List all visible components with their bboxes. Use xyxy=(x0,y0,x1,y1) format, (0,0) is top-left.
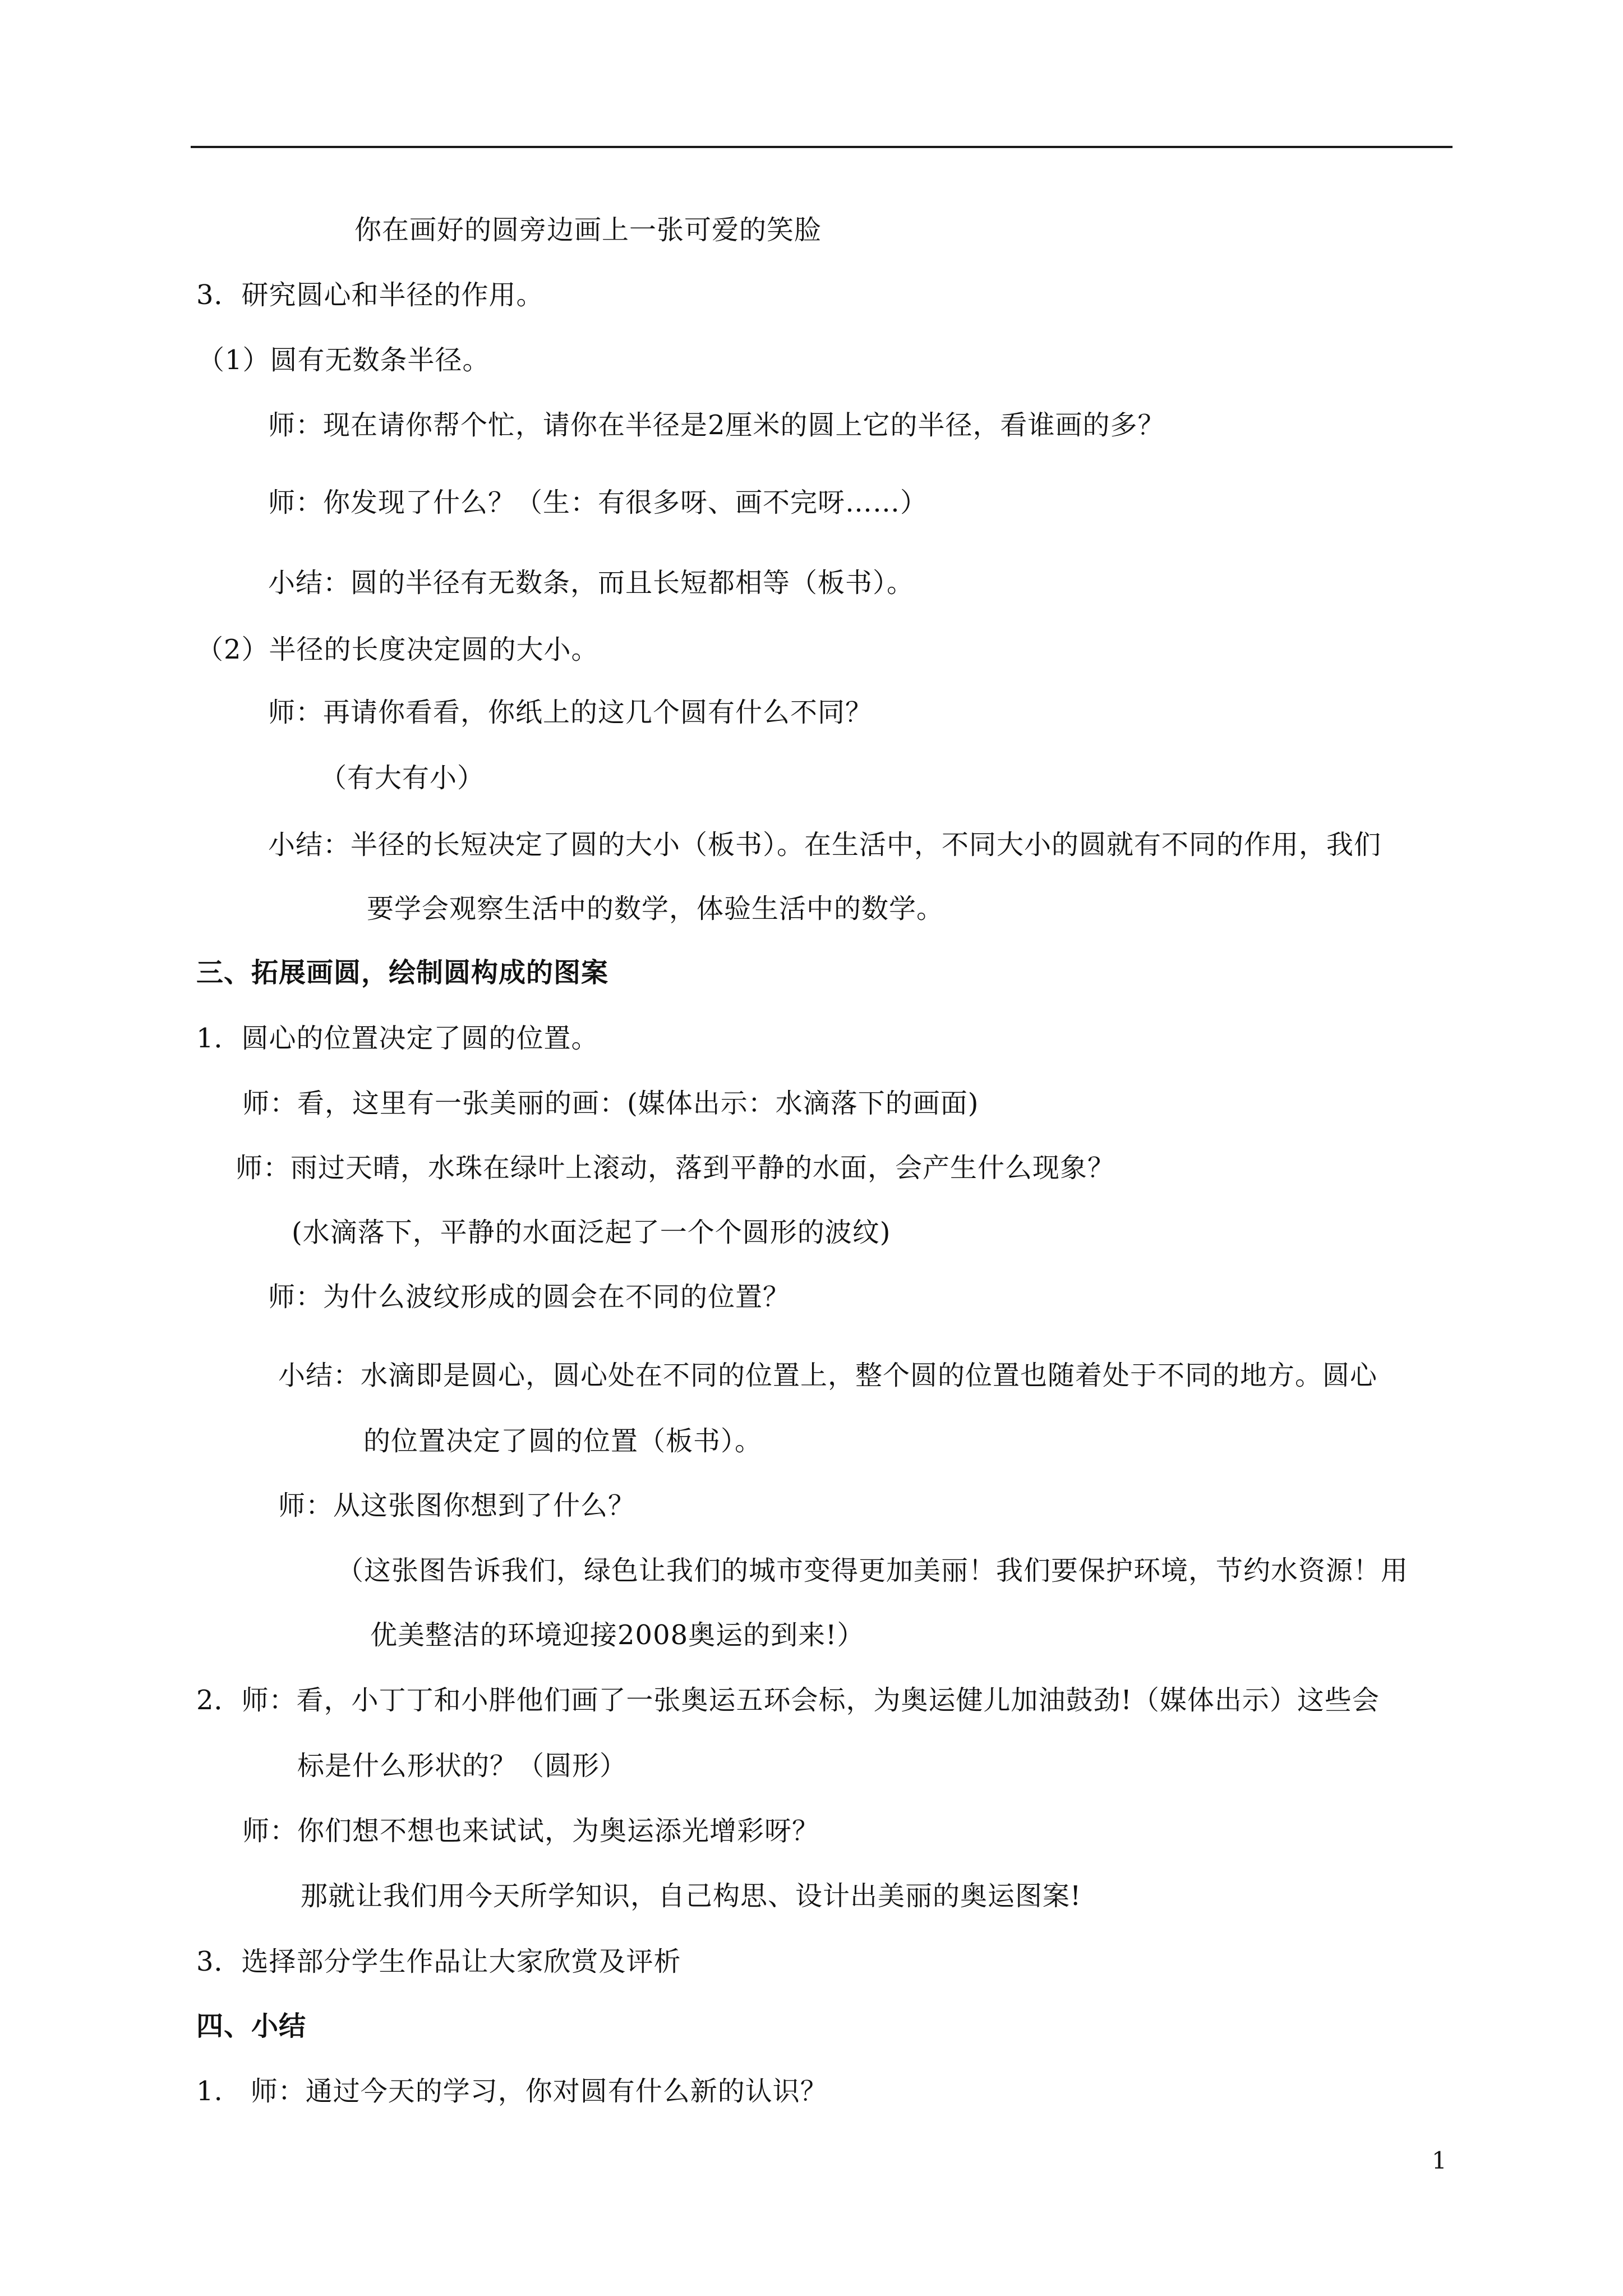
header-rule xyxy=(191,146,1453,148)
text-line: 要学会观察生活中的数学，体验生活中的数学。 xyxy=(367,893,944,924)
section-heading: 三、拓展画圆，绘制圆构成的图案 xyxy=(196,957,609,988)
section-heading: 四、小结 xyxy=(196,2010,307,2042)
text-line: 3．选择部分学生作品让大家欣赏及评析 xyxy=(196,1946,681,1977)
text-line: 小结：圆的半径有无数条，而且长短都相等（板书）。 xyxy=(268,567,915,599)
text-line: 2．师：看，小丁丁和小胖他们画了一张奥运五环会标，为奥运健儿加油鼓劲!（媒体出示）这些会 xyxy=(196,1685,1380,1716)
text-line: 优美整洁的环境迎接2008奥运的到来!） xyxy=(370,1619,865,1651)
text-line: （有大有小） xyxy=(320,762,485,794)
text-line: 师：现在请你帮个忙，请你在半径是2厘米的圆上它的半径，看谁画的多？ xyxy=(268,409,1165,441)
text-line: 你在画好的圆旁边画上一张可爱的笑脸 xyxy=(354,214,822,246)
page-number: 1 xyxy=(1432,2147,1447,2174)
text-line: 小结：水滴即是圆心，圆心处在不同的位置上，整个圆的位置也随着处于不同的地方。圆心 xyxy=(278,1360,1378,1391)
text-line: 那就让我们用今天所学知识，自己构思、设计出美丽的奥运图案! xyxy=(301,1880,1082,1912)
text-line: 师：雨过天晴，水珠在绿叶上滚动，落到平静的水面，会产生什么现象？ xyxy=(236,1152,1115,1184)
text-line: 1. 师：通过今天的学习，你对圆有什么新的认识？ xyxy=(196,2076,828,2107)
text-line: （这张图告诉我们，绿色让我们的城市变得更加美丽！我们要保护环境，节约水资源！用 xyxy=(336,1555,1409,1586)
text-line: 的位置决定了圆的位置（板书）。 xyxy=(363,1425,763,1457)
text-line: 师：你发现了什么？（生：有很多呀、画不完呀……） xyxy=(268,487,928,518)
text-line: 师：你们想不想也来试试，为奥运添光增彩呀？ xyxy=(242,1815,820,1847)
text-line: 3．研究圆心和半径的作用。 xyxy=(196,279,544,311)
text-line: 师：从这张图你想到了什么？ xyxy=(278,1490,636,1521)
text-line: (水滴落下，平静的水面泛起了一个个圆形的波纹) xyxy=(292,1217,891,1248)
text-line: 标是什么形状的？（圆形） xyxy=(297,1750,628,1782)
text-line: （2）半径的长度决定圆的大小。 xyxy=(196,634,599,665)
text-line: 1．圆心的位置决定了圆的位置。 xyxy=(196,1023,599,1054)
text-line: 师：为什么波纹形成的圆会在不同的位置？ xyxy=(268,1281,791,1313)
text-line: 师：再请你看看，你纸上的这几个圆有什么不同？ xyxy=(268,697,873,728)
text-line: 师：看，这里有一张美丽的画：(媒体出示：水滴落下的画面) xyxy=(242,1088,979,1119)
text-line: （1）圆有无数条半径。 xyxy=(197,344,490,376)
text-line: 小结：半径的长短决定了圆的大小（板书）。在生活中，不同大小的圆就有不同的作用，我们 xyxy=(268,829,1382,861)
